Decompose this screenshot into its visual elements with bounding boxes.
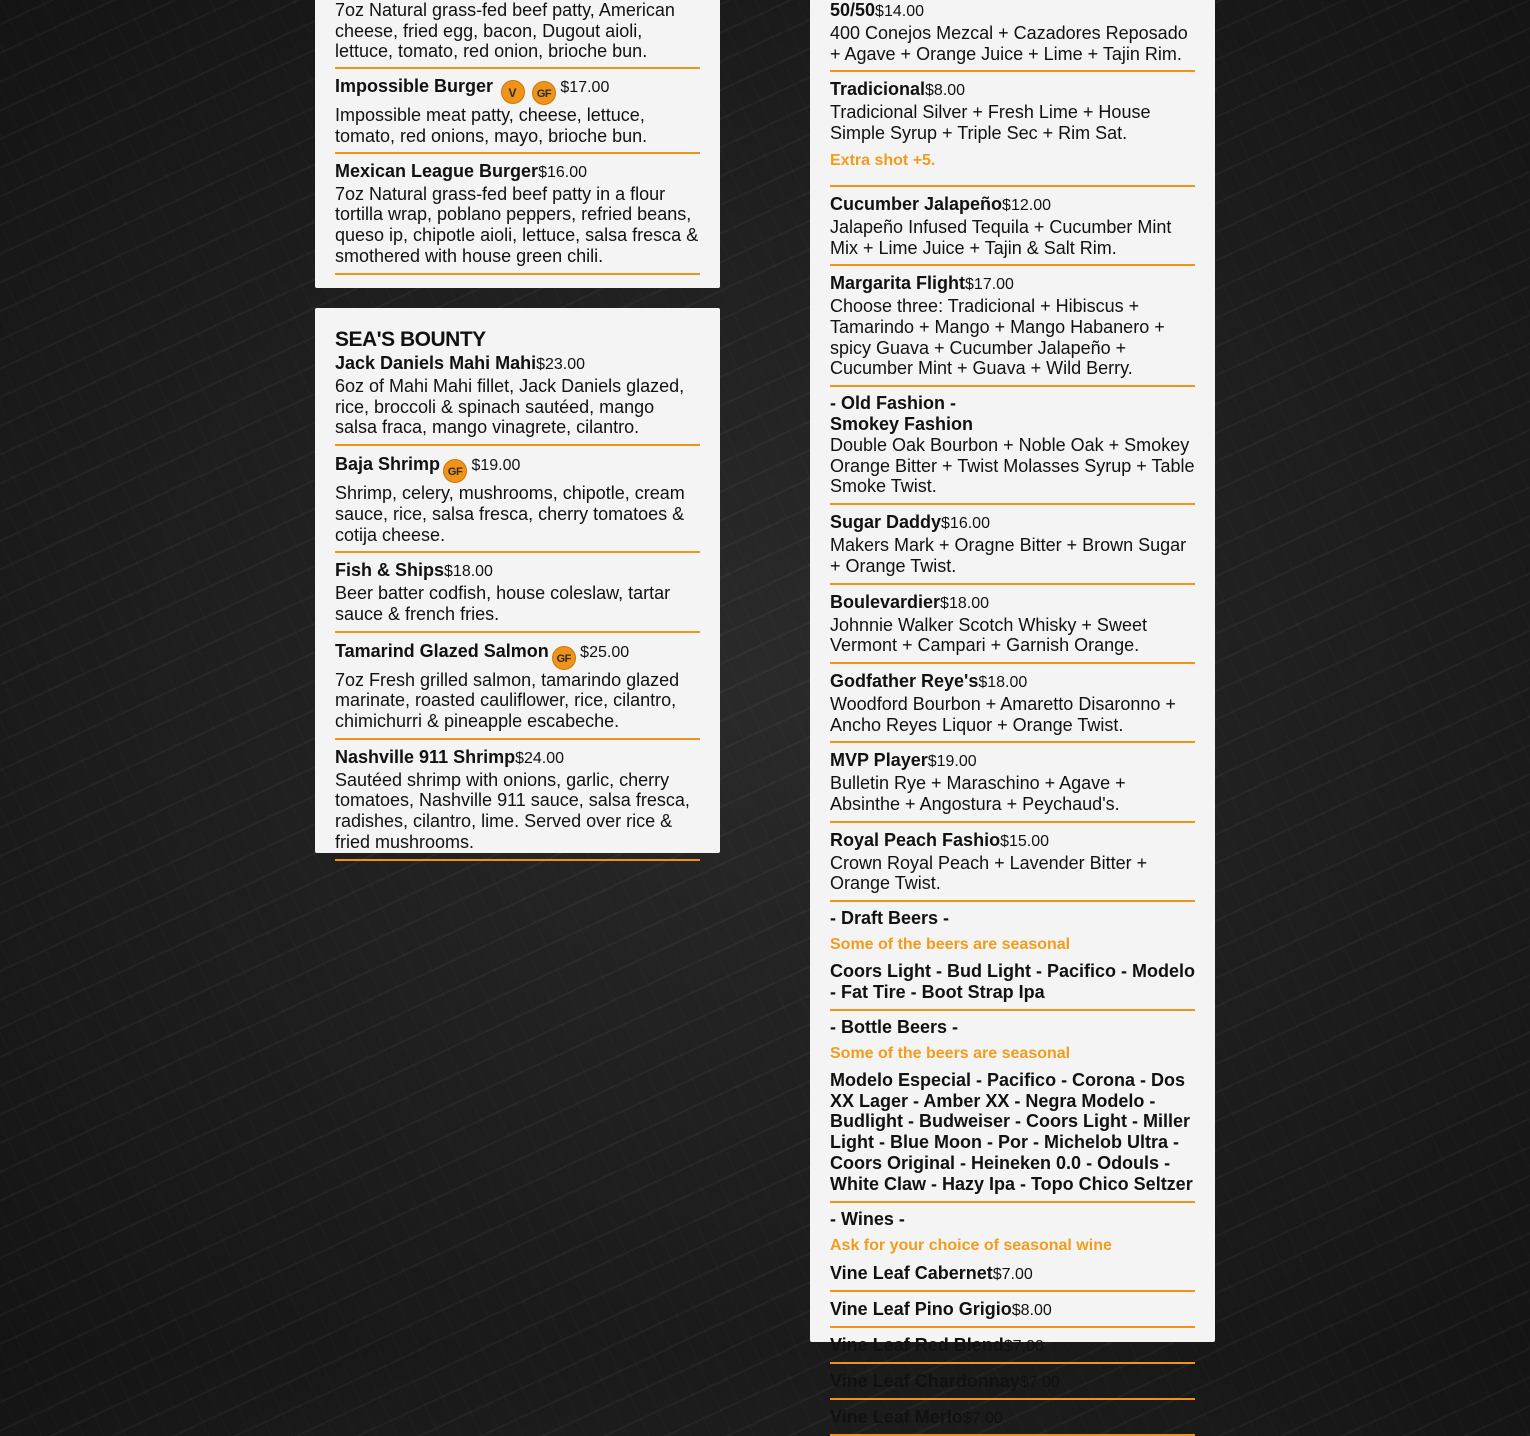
menu-item: [830, 743, 1195, 822]
item-header: [335, 160, 700, 184]
item-header: [335, 559, 700, 583]
wine-item: [830, 1328, 1195, 1364]
draft-beers-list: Coors Light - Bud Light - Pacifico - Modelo - Fat Tire - Boot Strap Ipa: [830, 961, 1195, 1002]
item-description: Double Oak Bourbon + Noble Oak + Smokey Orange Bitter + Twist Molasses Syrup + Table Smoke Twist.: [830, 435, 1195, 497]
menu-item: [830, 72, 1195, 186]
item-price: $18.00: [444, 563, 493, 581]
item-name: Royal Peach Fashio: [830, 829, 1001, 850]
item-name: Vine Leaf Cabernet: [830, 1262, 993, 1283]
item-header: [830, 749, 1195, 773]
item-price: $7.00: [962, 1409, 1003, 1427]
item-header: [335, 75, 700, 105]
menu-item: [335, 69, 700, 153]
wine-item: [830, 1400, 1195, 1436]
item-price: $18.00: [940, 594, 989, 612]
item-name: Cucumber Jalapeño: [830, 193, 1003, 214]
item-price: $18.00: [978, 673, 1028, 691]
menu-item: [830, 505, 1195, 584]
item-description: Beer batter codfish, house coleslaw, tartar sauce & french fries.: [335, 583, 671, 624]
item-price: $25.00: [580, 643, 630, 661]
item-description: Bulletin Rye + Maraschino + Agave + Absinthe + Angostura + Peychaud's.: [830, 773, 1126, 815]
item-header: [335, 452, 700, 483]
gluten-free-badge: GF: [443, 459, 467, 483]
item-description: Choose three: Tradicional + Hibiscus + Tamarindo + Mango + Mango Habanero + spicy Guava + Cucumber Jalapeño + Cucumber Mint + Guava + Wild Berry.: [830, 296, 1165, 379]
item-description: Crown Royal Peach + Lavender Bitter + Orange Twist.: [830, 852, 1148, 894]
item-name: Boulevardier: [830, 591, 941, 612]
bottle-beers-list: Modelo Especial - Pacifico - Corona - Dos XX Lager - Amber XX - Negra Modelo - Budlight - Budweiser - Coors Light - Miller Light - Blue Moon - Por - Michelob Ultra - Coors Original - Heineken 0.0 - Odouls - White Claw - Hazy Ipa - Topo Chico Seltzer: [830, 1069, 1193, 1194]
wine-item: [830, 1292, 1195, 1328]
seasonal-note: Some of the beers are seasonal: [830, 936, 1071, 954]
menu-item: [335, 0, 700, 69]
item-name: Nashville 911 Shrimp: [335, 746, 516, 767]
item-price: $17.00: [560, 79, 610, 97]
item-name: Vine Leaf Merlo: [830, 1406, 963, 1427]
item-header: [830, 0, 1195, 23]
item-header: [830, 78, 1195, 102]
item-description: Sautéed shrimp with onions, garlic, cherry tomatoes, Nashville 911 sauce, salsa fresca, radishes, cilantro, lime. Served over rice & fried mushrooms.: [335, 769, 690, 852]
menu-item: [830, 187, 1195, 266]
item-header: [830, 829, 1195, 853]
item-name: Vine Leaf Pino Grigio: [830, 1298, 1012, 1319]
item-price: $7.00: [1019, 1373, 1060, 1391]
menu-item: [335, 154, 700, 276]
drinks-card: [810, 0, 1215, 1427]
item-price: $12.00: [1002, 196, 1051, 214]
item-price: $7.00: [1003, 1337, 1044, 1355]
item-header: [830, 272, 1195, 296]
item-name: MVP Player: [830, 750, 928, 771]
bottle-beers-title: - Bottle Beers -: [830, 1016, 959, 1037]
item-name: Tradicional: [830, 79, 926, 100]
draft-beers-section: [830, 902, 1195, 1011]
item-name: 50/50: [830, 0, 876, 20]
section-title: SEA'S BOUNTY: [335, 328, 486, 351]
draft-beers-title: - Draft Beers -: [830, 908, 950, 929]
item-price: $24.00: [515, 749, 565, 767]
item-description: 7oz Fresh grilled salmon, tamarindo glazed marinate, roasted cauliflower, rice, cilantro, chimichurri & pineapple escabeche.: [335, 669, 680, 732]
menu-item: [830, 387, 1195, 505]
item-header: [830, 193, 1195, 217]
item-description: Impossible meat patty, cheese, lettuce, tomato, red onions, mayo, brioche bun.: [335, 105, 648, 146]
item-price: $15.00: [1000, 832, 1049, 850]
item-name: Godfather Reye's: [830, 670, 979, 691]
menu-item: [830, 664, 1195, 743]
gluten-free-badge: GF: [552, 646, 576, 670]
item-description: 400 Conejos Mezcal + Cazadores Reposado + Agave + Orange Juice + Lime + Tajin Rim.: [830, 23, 1188, 64]
item-name: Tamarind Glazed Salmon: [335, 640, 549, 661]
item-description: Shrimp, celery, mushrooms, chipotle, cream sauce, rice, salsa fresca, cherry tomatoes & cotija cheese.: [335, 483, 685, 545]
item-header: [335, 352, 700, 376]
seasonal-note: Some of the beers are seasonal: [830, 1044, 1071, 1062]
item-description: Woodford Bourbon + Amaretto Disaronno + Ancho Reyes Liquor + Orange Twist.: [830, 693, 1176, 735]
item-description: Tradicional Silver + Fresh Lime + House Simple Syrup + Triple Sec + Rim Sat.: [830, 102, 1151, 144]
item-header: [830, 670, 1195, 694]
burgers-card: [315, 0, 720, 288]
item-name: Mexican League Burger: [335, 160, 539, 181]
item-header: [830, 511, 1195, 535]
menu-item: [335, 740, 700, 861]
wines-section: [830, 1203, 1195, 1436]
menu-item: [335, 553, 700, 632]
item-price: $8.00: [1011, 1301, 1052, 1319]
wine-item: [830, 1364, 1195, 1400]
item-name: Vine Leaf Chardonnay: [830, 1370, 1020, 1391]
menu-item: [335, 633, 700, 740]
item-name: Baja Shrimp: [335, 454, 441, 475]
item-price: $16.00: [941, 515, 990, 533]
item-name: Sugar Daddy: [830, 512, 942, 533]
item-name: Margarita Flight: [830, 273, 966, 294]
menu-item: [335, 446, 700, 553]
item-price: $14.00: [875, 3, 924, 20]
item-name: Vine Leaf Red Blend: [830, 1334, 1004, 1355]
bottle-beers-section: [830, 1011, 1195, 1203]
menu-item: [830, 585, 1195, 664]
item-price: $23.00: [536, 356, 586, 373]
item-name: Fish & Ships: [335, 560, 445, 581]
item-description: Johnnie Walker Scotch Whisky + Sweet Vermont + Campari + Garnish Orange.: [830, 614, 1147, 656]
item-price: $8.00: [925, 82, 966, 100]
wines-title: - Wines -: [830, 1208, 905, 1229]
item-price: $7.00: [992, 1265, 1033, 1283]
old-fashion-title: - Old Fashion -: [830, 393, 956, 414]
item-price: $17.00: [965, 276, 1014, 294]
extra-shot-note: Extra shot +5.: [830, 151, 936, 169]
item-price: $19.00: [471, 457, 521, 475]
wine-item: [830, 1262, 1195, 1292]
menu-item: [830, 266, 1195, 387]
item-name: Impossible Burger: [335, 76, 494, 97]
item-name: Smokey Fashion: [830, 414, 974, 435]
item-header: [335, 746, 700, 770]
item-description: 7oz Natural grass-fed beef patty in a flour tortilla wrap, poblano peppers, refried beans, queso ip, chipotle aioli, lettuce, salsa fresca & smothered with house green chili.: [335, 183, 699, 266]
menu-item: [830, 823, 1195, 902]
item-header: [830, 591, 1195, 615]
item-price: $16.00: [538, 163, 587, 181]
item-header: [335, 639, 700, 670]
item-description: 7oz Natural grass-fed beef patty, American cheese, fried egg, bacon, Dugout aioli, lettuce, tomato, red onion, brioche bun.: [335, 0, 675, 62]
menu-item: [830, 0, 1195, 72]
vegan-badge: V: [501, 80, 525, 104]
item-description: 6oz of Mahi Mahi fillet, Jack Daniels glazed, rice, broccoli & spinach sautéed, mango salsa fraca, mango vinagrete, cilantro.: [335, 376, 685, 438]
wine-note: Ask for your choice of seasonal wine: [830, 1236, 1112, 1254]
item-description: Makers Mark + Oragne Bitter + Brown Sugar + Orange Twist.: [830, 535, 1187, 576]
item-price: $19.00: [927, 753, 977, 771]
seas-bounty-card: [315, 308, 720, 853]
item-name: Jack Daniels Mahi Mahi: [335, 353, 537, 373]
item-description: Jalapeño Infused Tequila + Cucumber Mint Mix + Lime Juice + Tajin & Salt Rim.: [830, 216, 1172, 258]
gluten-free-badge: GF: [532, 81, 556, 105]
menu-item: [335, 352, 700, 446]
